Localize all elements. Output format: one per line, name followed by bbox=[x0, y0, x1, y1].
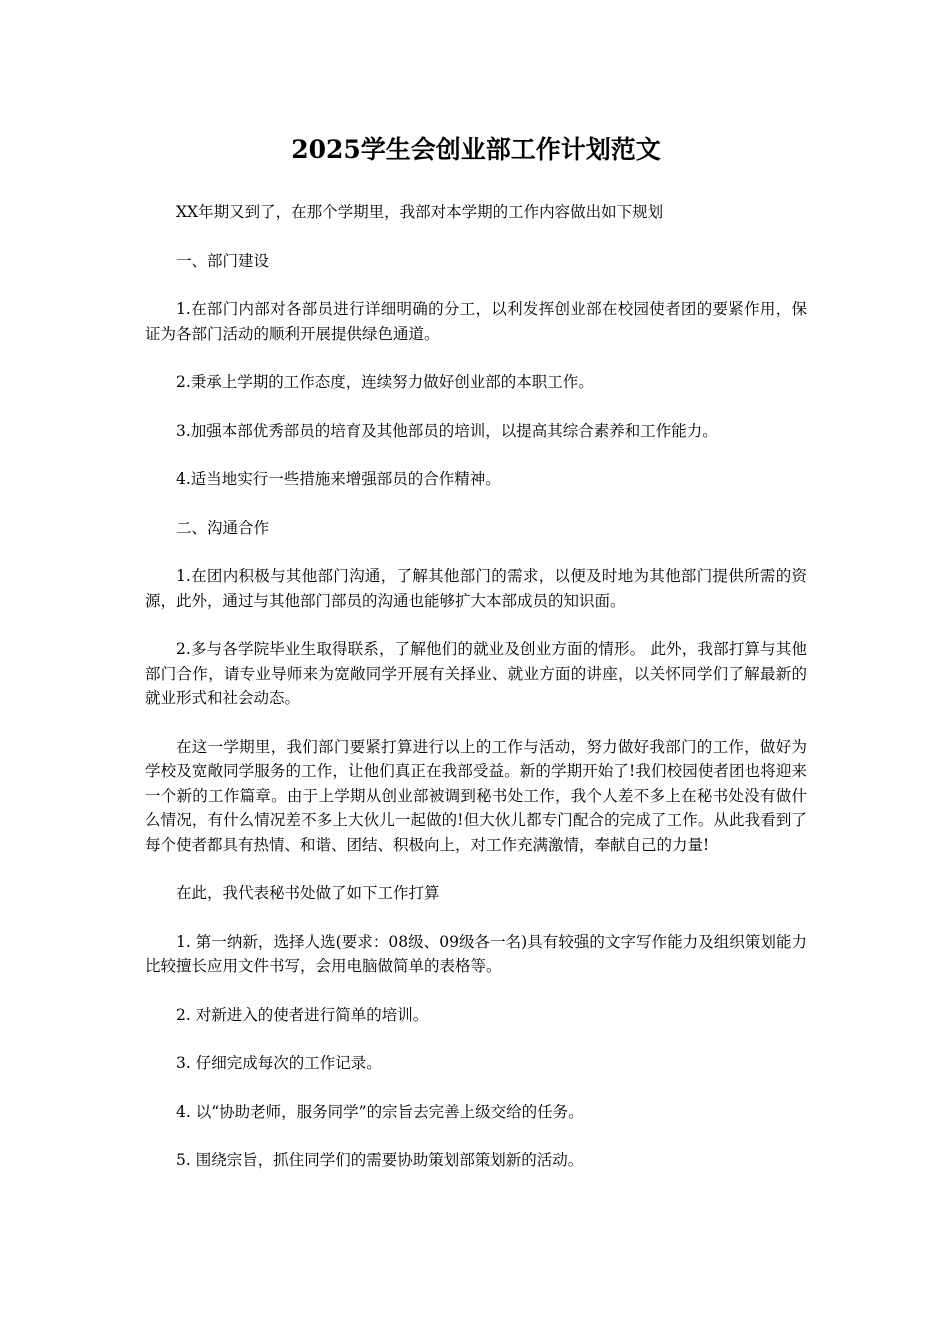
document-body bbox=[145, 200, 807, 1197]
paragraph: 4.适当地实行一些措施来增强部员的合作精神。 bbox=[176, 470, 501, 488]
section-heading-department: 一、部门建设 bbox=[176, 251, 270, 270]
paragraph-intro: XX年期又到了，在那个学期里，我部对本学期的工作内容做出如下规划 bbox=[176, 203, 664, 221]
paragraph: 1.在团内积极与其他部门沟通，了解其他部门的需求，以便及时地为其他部门提供所需的资源，此外，通过与其他部门部员的沟通也能够扩大本部成员的知识面。 bbox=[145, 567, 807, 610]
paragraph: 4. 以“协助老师，服务同学”的宗旨去完善上级交给的任务。 bbox=[176, 1102, 584, 1121]
paragraph: 2.多与各学院毕业生取得联系，了解他们的就业及创业方面的情形。 此外，我部打算与其他部门合作，请专业导师来为宽敞同学开展有关择业、就业方面的讲座，以关怀同学们了解最新的就业形式和社会动态。 bbox=[145, 640, 807, 707]
paragraph: 5. 围绕宗旨，抓住同学们的需要协助策划部策划新的活动。 bbox=[176, 1151, 584, 1169]
paragraph: 1.在部门内部对各部员进行详细明确的分工，以利发挥创业部在校园使者团的要紧作用，保证为各部门活动的顺利开展提供绿色通道。 bbox=[145, 300, 807, 343]
section-heading-communication: 二、沟通合作 bbox=[176, 518, 270, 537]
paragraph: 在这一学期里，我们部门要紧打算进行以上的工作与活动，努力做好我部门的工作，做好为学校及宽敞同学服务的工作，让他们真正在我部受益。新的学期开始了!我们校园使者团也将迎来一个新的工作篇章。由于上学期从创业部被调到秘书处工作，我个人差不多上在秘书处没有做什么情况，有什么情况差不多上大伙儿一起做的!但大伙儿都专门配合的完成了工作。从此我看到了每个使者都具有热情、和谐、团结、积极向上，对工作充满激情，奉献自己的力量! bbox=[145, 737, 807, 854]
paragraph: 3.加强本部优秀部员的培育及其他部员的培训，以提高其综合素养和工作能力。 bbox=[176, 421, 718, 440]
paragraph: 2.秉承上学期的工作态度，连续努力做好创业部的本职工作。 bbox=[176, 373, 594, 391]
paragraph: 在此，我代表秘书处做了如下工作打算 bbox=[176, 884, 440, 902]
paragraph: 1. 第一纳新，选择人选(要求：08级、09级各一名)具有较强的文字写作能力及组织策划能力比较擅长应用文件书写，会用电脑做简单的表格等。 bbox=[145, 932, 807, 975]
paragraph: 3. 仔细完成每次的工作记录。 bbox=[176, 1054, 382, 1072]
document-title: 2025学生会创业部工作计划范文 bbox=[291, 135, 661, 164]
paragraph: 2. 对新进入的使者进行简单的培训。 bbox=[176, 1005, 429, 1024]
